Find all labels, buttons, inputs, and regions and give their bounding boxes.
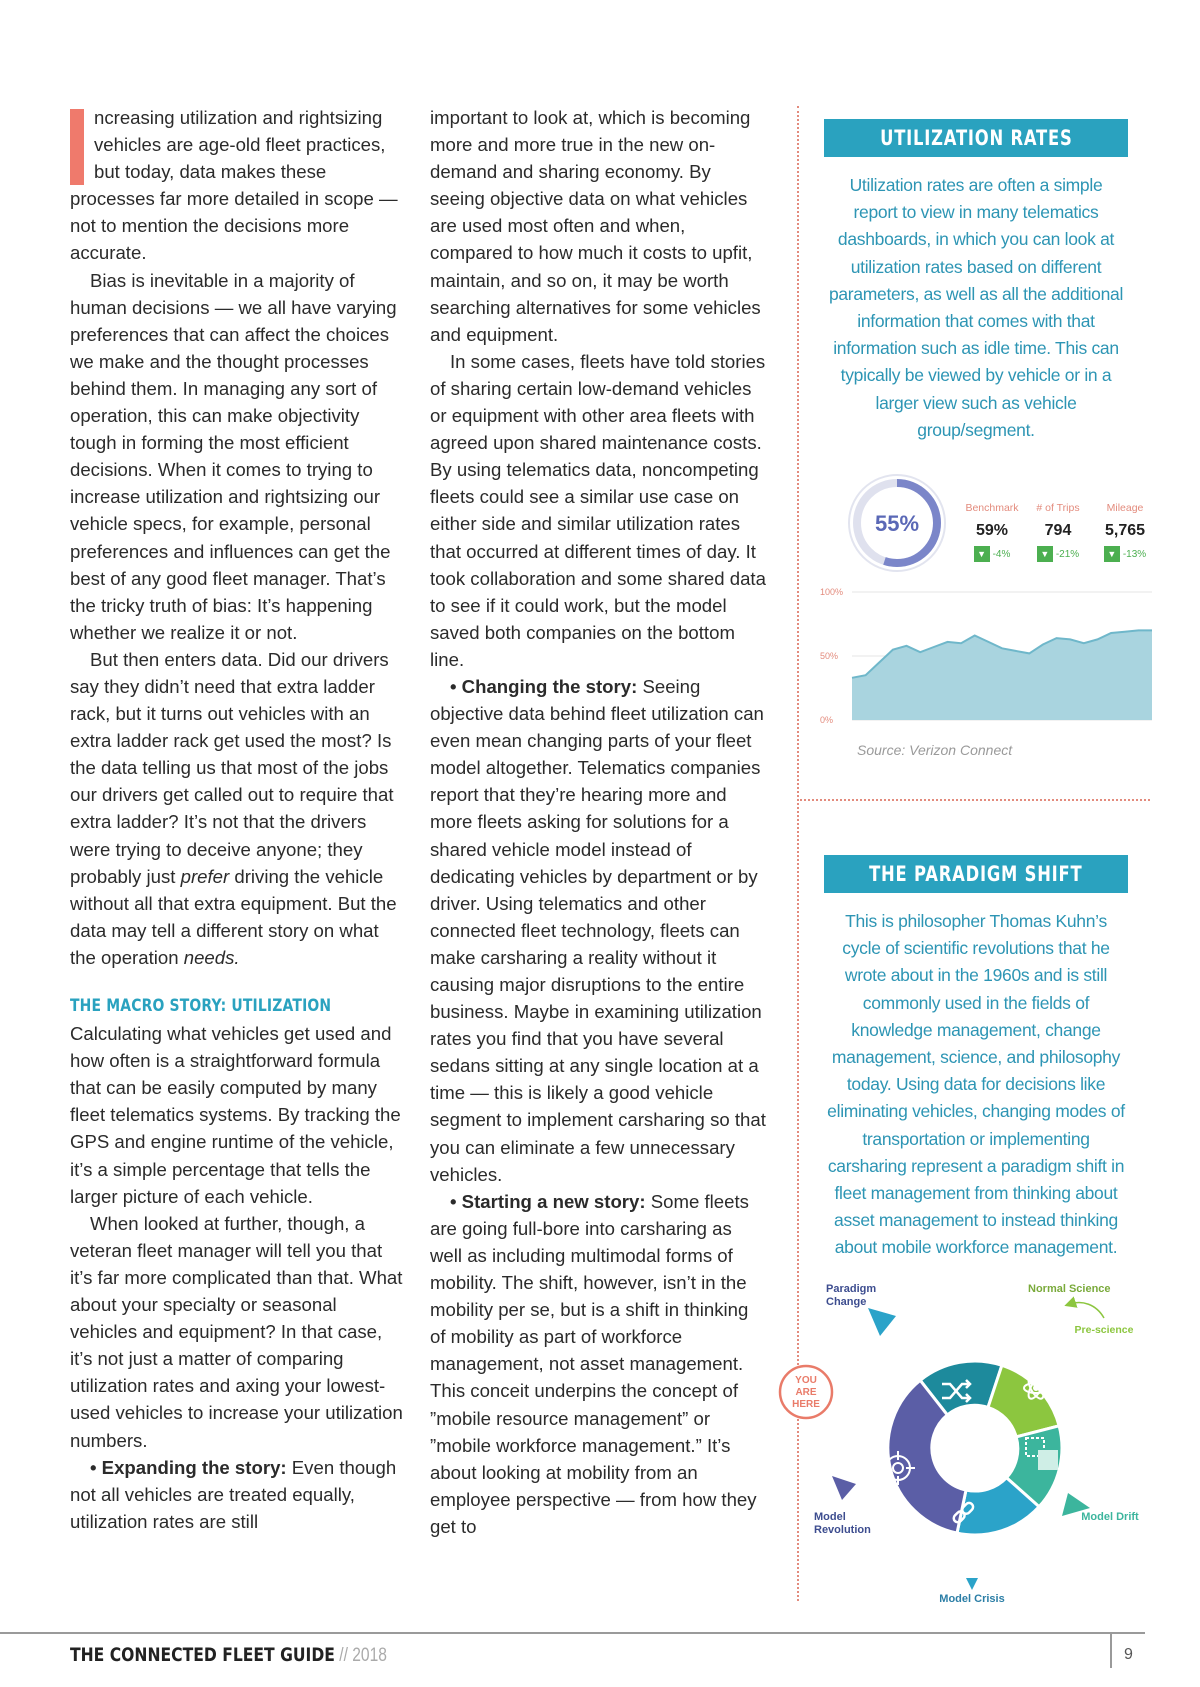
utilization-rates-title-text: UTILIZATION RATES	[879, 126, 1073, 150]
label-normal-science: Normal Science	[1028, 1283, 1111, 1295]
footer-rule	[0, 1632, 1145, 1634]
label-pre-science: Pre-science	[1074, 1324, 1134, 1336]
y-tick-label: 50%	[820, 651, 839, 661]
footer-title-year: // 2018	[339, 1645, 387, 1666]
stat-benchmark	[952, 502, 1032, 562]
stat-mileage-label: Mileage	[1106, 502, 1144, 514]
paragraph-expanding-text: Even though not all vehicles are treated equally, utilization rates are still	[70, 1456, 397, 1532]
article-column-1	[70, 104, 405, 1535]
utilization-area-chart	[812, 580, 1154, 730]
stat-trips-label: # of Trips	[1036, 502, 1080, 514]
stat-trips-change-value: -21%	[1055, 548, 1080, 560]
utilization-rates-body: Utilization rates are often a simple report to view in many telematics dashboards, in which you can look at utilization rates based on different parameters, as well as all the additional information that comes with that information such as idle time. This can typically be viewed by vehicle or in a larger view such as vehicle group/segment.	[828, 175, 1124, 440]
emphasis-prefer: prefer	[180, 865, 230, 887]
y-tick-label: 0%	[820, 715, 834, 725]
cycle-segment-normal-science	[988, 1365, 1059, 1437]
stat-benchmark-change	[952, 546, 1032, 562]
page-number: 9	[1124, 1646, 1133, 1663]
paragraph-changing-text: Seeing objective data behind fleet utilization can even mean changing parts of your fleet model altogether. Telematics companies report that they’re hearing more and more fleets asking for solutions for a shared vehicle model instead of dedicating vehicles by department or by driver. Using telematics and other connected fleet technology, fleets can make carsharing a reality without it causing major disruptions to the entire business. Maybe in examining utilization rates you find that you have several sedans sitting at any single location at a time — this is likely a good vehicle segment to implement carsharing so that you can eliminate a few unnecessary vehicles.	[430, 675, 766, 1185]
chart-y-ticks	[820, 587, 843, 725]
label-model-crisis: Model Crisis	[939, 1593, 1005, 1605]
paragraph-bias: Bias is inevitable in a majority of human decisions — we all have varying preferences that can affect the choices we make and the thought processes behind them. In managing any sort of operation, this can make objectivity tough in forming the most efficient decisions. When it comes to trying to increase utilization and rightsizing our vehicle specs, for example, personal preferences and influences can get the best of any good fleet manager. That’s the tricky truth of bias: It’s happening whether we realize it or not.	[70, 269, 397, 643]
paragraph-expanding	[70, 1454, 405, 1535]
drop-cap	[70, 109, 84, 185]
pointer-paradigm-change	[868, 1308, 896, 1336]
paragraph-calculating: Calculating what vehicles get used and how often is a straightforward formula that can be easily computed by many fleet telematics systems. By tracking the GPS and engine runtime of the vehicle, it’s a simple percentage that tells the larger picture of each vehicle.	[70, 1023, 401, 1207]
you-are-here-line-2: ARE	[795, 1387, 817, 1398]
paradigm-cycle-diagram	[770, 1278, 1150, 1608]
paradigm-shift-title	[824, 855, 1128, 893]
lead-expanding: • Expanding the story:	[90, 1456, 287, 1478]
stat-mileage	[1090, 502, 1160, 562]
stat-benchmark-change-value: -4%	[992, 548, 1011, 560]
donut-label: 55%	[874, 511, 920, 536]
stat-benchmark-value: 59%	[975, 522, 1009, 539]
you-are-here-line-1: YOU	[795, 1375, 817, 1386]
label-model: Model	[814, 1511, 846, 1523]
subhead-macro-story: THE MACRO STORY: UTILIZATION	[70, 996, 332, 1016]
label-paradigm: Paradigm	[826, 1283, 877, 1295]
label-model-drift: Model Drift	[1081, 1511, 1139, 1523]
paragraph-important: important to look at, which is becoming more and more true in the new on-demand and sharing economy. By seeing objective data on what vehicles are used most often and when, compared to how much it costs to upfit, maintain, and so on, it may be worth searching alternatives for some vehicles and equipment.	[430, 107, 761, 345]
paradigm-shift-body: This is philosopher Thomas Kuhn’s cycle of scientific revolutions that he wrote about in the 1960s and is still commonly used in the fields of knowledge management, change management, science, and philosophy today. Using data for decisions like eliminating vehicles, changing modes of transportation or implementing carsharing represent a paradigm shift in fleet management from thinking about asset management to instead thinking about mobile workforce management.	[827, 911, 1125, 1258]
paragraph-data-text-2: driving the vehicle without all that extra equipment. But the data may tell a different story on what the operation	[70, 865, 397, 968]
pointer-model-revolution	[832, 1476, 856, 1500]
down-arrow-icon: ▼	[974, 546, 990, 562]
lead-changing: • Changing the story:	[450, 675, 638, 697]
footer-title	[70, 1644, 387, 1667]
paragraph-further: When looked at further, though, a veteran fleet manager will tell you that it’s far more complicated than that. What about your specialty or seasonal vehicles and equipment? In that case, it’s not just a matter of comparing utilization rates and axing your lowest-used vehicles to increase your utilization numbers.	[70, 1212, 403, 1451]
stat-benchmark-label: Benchmark	[965, 502, 1019, 514]
stat-mileage-value: 5,765	[1104, 522, 1146, 539]
y-tick-label: 100%	[820, 587, 844, 597]
paragraph-sharing: In some cases, fleets have told stories of sharing certain low-demand vehicles or equipment with other area fleets with agreed upon shared maintenance costs. By using telematics data, noncompeting fleets could see a similar use case on either side and similar utilization rates that occurred at different times of day. It took collaboration and some shared data to see if it could work, but the model saved both companies on the bottom line.	[430, 350, 766, 670]
footer-divider	[1110, 1632, 1112, 1668]
chart-source: Source: Verizon Connect	[857, 742, 1013, 758]
paragraph-data-text: But then enters data. Did our drivers say they didn’t need that extra ladder rack, but it turns out vehicles with an extra ladder rack get used the most? Is the data telling us that most of the jobs our drivers get called out to require that extra ladder? It’s not that the drivers were trying to deceive anyone; they probably just	[70, 648, 394, 887]
paradigm-shift-title-text: THE PARADIGM SHIFT	[869, 862, 1083, 886]
paragraph-starting	[430, 1188, 767, 1540]
utilization-rates-title	[824, 119, 1128, 157]
utilization-donut	[842, 468, 952, 578]
paragraph-intro: ncreasing utilization and rightsizing vehicles are age-old fleet practices, but today, data makes these processes far more detailed in scope — not to mention the decisions more accurate.	[70, 107, 398, 264]
emphasis-needs: needs.	[183, 946, 240, 968]
label-change: Change	[826, 1296, 867, 1308]
footer-title-bold: THE CONNECTED FLEET GUIDE	[70, 1644, 335, 1666]
down-arrow-icon: ▼	[1104, 546, 1120, 562]
sidebar-divider-horizontal	[800, 799, 1150, 801]
you-are-here-line-3: HERE	[792, 1399, 820, 1410]
stat-trips	[1023, 502, 1093, 562]
stat-trips-change	[1023, 546, 1093, 562]
paragraph-starting-text: Some fleets are going full-bore into carsharing as well as including multimodal forms of mobility. The shift, however, isn’t in the mobility per se, but is a shift in thinking of mobility as part of workforce management, not asset management. This conceit underpins the concept of ”mobile resource management” or ”mobile workforce management.” It’s about looking at mobility from an employee perspective — from how they get to	[430, 1190, 757, 1537]
lead-starting: • Starting a new story:	[450, 1190, 646, 1212]
pre-science-arrow	[1070, 1303, 1104, 1318]
article-column-2	[430, 104, 767, 1540]
chart-area-fill	[852, 630, 1152, 720]
paragraph-data	[70, 646, 405, 971]
paragraph-changing	[430, 673, 767, 1188]
stat-trips-value: 794	[1044, 522, 1072, 539]
stat-mileage-change	[1090, 546, 1160, 562]
pointer-model-crisis	[966, 1578, 978, 1590]
stat-mileage-change-value: -13%	[1122, 548, 1147, 560]
label-revolution: Revolution	[814, 1524, 871, 1536]
down-arrow-icon: ▼	[1037, 546, 1053, 562]
